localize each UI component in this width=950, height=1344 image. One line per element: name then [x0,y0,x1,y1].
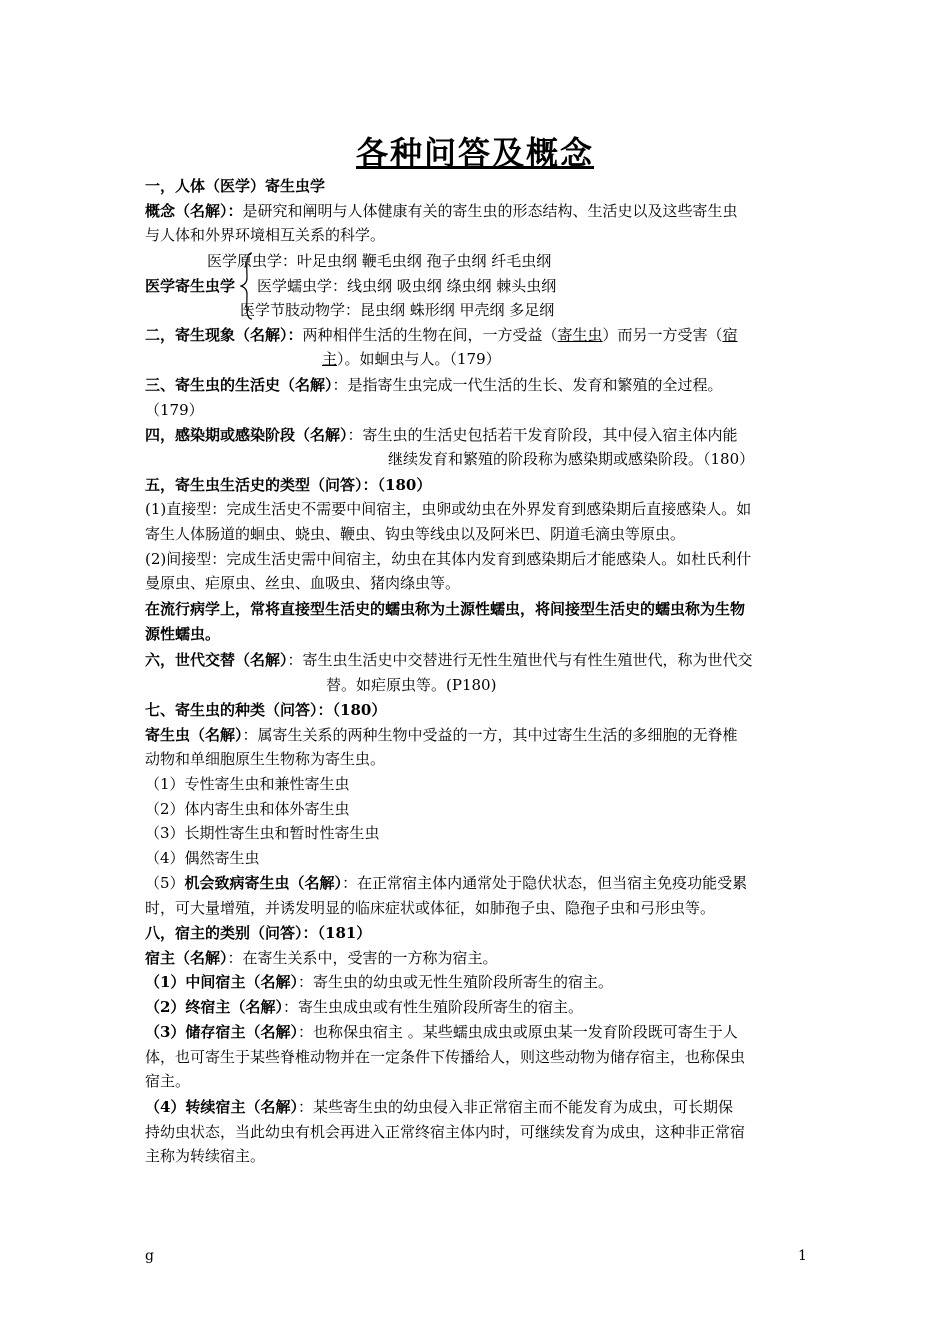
section-7-heading: 七、寄生虫的种类（问答）：（180） [145,701,387,719]
reservoir-host-line-2: 体，也可寄生于某些脊椎动物并在一定条件下传播给人，则这些动物为储存宿主，也称保虫 [145,1048,746,1066]
parasite-type-item-1: （1）专性寄生虫和兼性寄生虫 [145,775,350,793]
section-3-text: ：是指寄生虫完成一代生活的生长、发育和繁殖的全过程。 [332,376,723,394]
section-2-label: 二，寄生现象（名解）： [145,326,303,344]
section-6-line-2: 替。如疟原虫等。(P180) [326,676,497,694]
branch-protozoology: 医学原虫学：叶足虫纲 鞭毛虫纲 孢子虫纲 纤毛虫纲 [207,252,552,270]
item-number: （5） [145,874,185,892]
paratenic-host-label: （4）转续宿主（名解） [145,1098,298,1116]
reservoir-host-text: ：也称保虫宿主 。某些蠕虫成虫或原虫某一发育阶段既可寄生于人 [297,1023,738,1041]
parasite-definition-label: 寄生虫（名解） [145,726,243,744]
opportunistic-parasite-label: 机会致病寄生虫（名解） [184,874,343,892]
section-4-line-2: 继续发育和繁殖的阶段称为感染期或感染阶段。（180） [388,450,755,468]
parasite-type-item-3: （3）长期性寄生虫和暂时性寄生虫 [145,824,380,842]
section-4-text: ：寄生虫的生活史包括若干发育阶段，其中侵入宿主体内能 [347,426,738,444]
direct-type-line-2: 寄生人体肠道的蛔虫、蛲虫、鞭虫、钩虫等线虫以及阿米巴、阴道毛滴虫等原虫。 [145,525,686,543]
parasite-type-item-5 [145,871,747,895]
epidemiology-note-line-1: 在流行病学上，常将直接型生活史的蠕虫称为土源性蠕虫，将间接型生活史的蠕虫称为生物 [145,600,746,618]
section-2-text: 两种相伴生活的生物在间，一方受益（ [302,326,558,344]
paratenic-host-line-1 [145,1095,733,1119]
page-title: 各种问答及概念 [355,134,594,172]
section-5-heading: 五，寄生虫生活史的类型（问答）：（180） [145,476,432,494]
definitive-host-label: （2）终宿主（名解） [145,998,283,1016]
branch-label: 医学寄生虫学 [145,277,236,295]
section-2-line-2 [322,347,501,371]
section-3-label: 三、寄生虫的生活史（名解） [145,376,333,394]
reservoir-host-label: （3）储存宿主（名解） [145,1023,298,1041]
underlined-term: 寄生虫 [557,326,603,344]
indirect-type-line-2: 曼原虫、疟原虫、丝虫、血吸虫、猪肉绦虫等。 [145,574,461,592]
parasite-type-item-5-line-2: 时，可大量增殖，并诱发明显的临床症状或体征，如肺孢子虫、隐孢子虫和弓形虫等。 [145,899,716,917]
section-4-line-1 [145,423,738,447]
section-3-line-1 [145,373,723,397]
paratenic-host-text: ：某些寄生虫的幼虫侵入非正常宿主而不能发育为成虫，可长期保 [297,1098,733,1116]
parasite-type-item-4: （4）偶然寄生虫 [145,849,260,867]
section-1-heading: 一，人体（医学）寄生虫学 [145,177,326,195]
branch-arthropodology: 医学节肢动物学：昆虫纲 蛛形纲 甲壳纲 多足纲 [240,301,555,319]
direct-type-line-1: (1)直接型：完成生活史不需要中间宿主，虫卵或幼虫在外界发育到感染期后直接感染人。如 [145,500,752,518]
section-6-label: 六，世代交替（名解） [145,651,288,669]
opportunistic-parasite-text: ：在正常宿主体内通常处于隐伏状态，但当宿主免疫功能受累 [342,874,748,892]
section-1-definition-line-1 [145,199,738,223]
host-definition [145,946,498,970]
section-2-text: ）而另一方受害（ [602,326,723,344]
definitive-host [145,995,583,1019]
host-definition-text: ：在寄生关系中，受害的一方称为宿主。 [227,949,498,967]
host-definition-label: 宿主（名解） [145,949,228,967]
section-3-line-2: （179） [145,401,204,419]
reservoir-host-line-1 [145,1020,738,1044]
definitive-host-text: ：寄生虫成虫或有性生殖阶段所寄生的宿主。 [282,998,583,1016]
section-6-text: ：寄生虫生活史中交替进行无性生殖世代与有性生殖世代，称为世代交 [287,651,753,669]
definition-label: 概念（名解）： [145,202,243,220]
parasite-definition-line-2: 动物和单细胞原生生物称为寄生虫。 [145,750,386,768]
indirect-type-line-1: (2)间接型：完成生活史需中间宿主，幼虫在其体内发育到感染期后才能感染人。如杜氏利什 [145,550,752,568]
intermediate-host-text: ：寄生虫的幼虫或无性生殖阶段所寄生的宿主。 [297,973,613,991]
parasite-definition-text: ：属寄生关系的两种生物中受益的一方，其中过寄生生活的多细胞的无脊椎 [242,726,738,744]
definition-text: 是研究和阐明与人体健康有关的寄生虫的形态结构、生活史以及这些寄生虫 [242,202,738,220]
branch-helminthology: 医学蠕虫学：线虫纲 吸虫纲 绦虫纲 棘头虫纲 [257,277,557,295]
parasite-type-item-2: （2）体内寄生虫和体外寄生虫 [145,800,350,818]
section-6-line-1 [145,648,753,672]
paratenic-host-line-2: 持幼虫状态，当此幼虫有机会再进入正常终宿主体内时，可继续发育为成虫，这种非正常宿 [145,1123,746,1141]
underlined-term: 宿 [722,326,738,344]
section-4-label: 四，感染期或感染阶段（名解） [145,426,348,444]
intermediate-host-label: （1）中间宿主（名解） [145,973,298,991]
intermediate-host [145,970,613,994]
section-2-line-1 [145,323,738,347]
footer-left-text: g [145,1248,154,1264]
paratenic-host-line-3: 主称为转续宿主。 [145,1147,266,1165]
page-number: 1 [798,1248,807,1264]
parasite-definition-line-1 [145,723,738,747]
epidemiology-note-line-2: 源性蠕虫。 [145,625,221,643]
section-8-heading: 八，宿主的类别（问答）：（181） [145,924,372,942]
section-2-text: ）。如蛔虫与人。（179） [337,350,501,368]
section-1-definition-line-2: 与人体和外界环境相互关系的科学。 [145,226,386,244]
underlined-term: 主 [322,350,338,368]
reservoir-host-line-3: 宿主。 [145,1072,191,1090]
